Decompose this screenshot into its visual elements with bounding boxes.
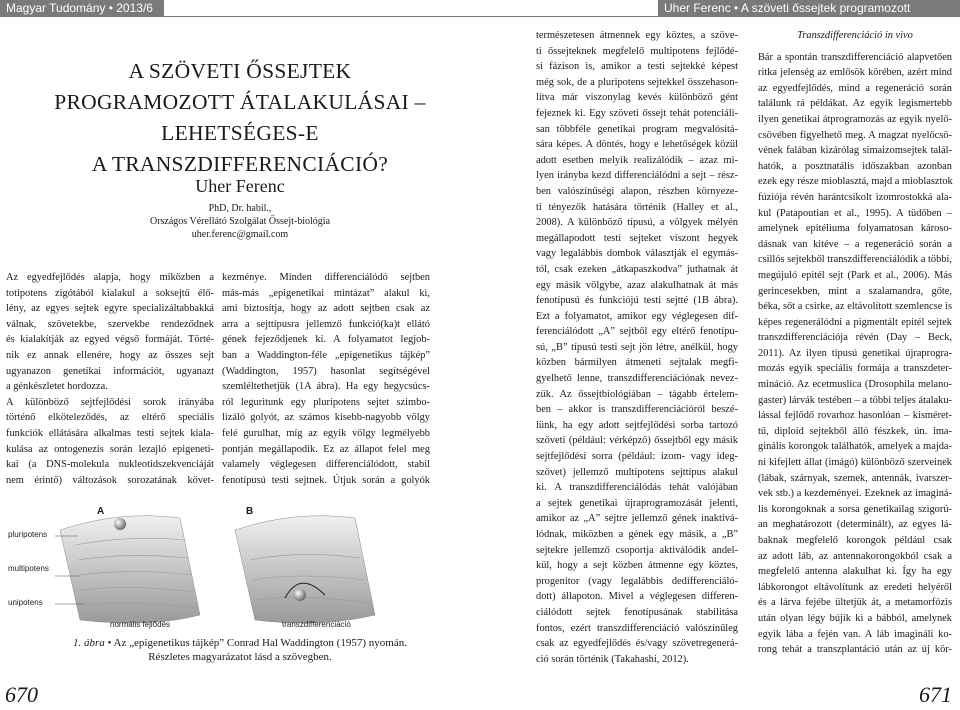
text-line: san többféle genetikai program megvalósítá- — [536, 123, 738, 135]
text-line: gerincesekben, mint a szalamandra, gőte, — [758, 285, 952, 297]
text-line: nik ez annak ellenére, hogy az összes sejt — [6, 349, 214, 361]
text-line: sejtekre jellemző csoportja aktiválódik andel- — [536, 544, 738, 556]
text-line: tól, csak ezeken „átkapaszkodva” juthatnak át — [536, 263, 738, 275]
text-line: felé gurulhat, míg az egyik völgy legmélyebb — [222, 427, 430, 439]
title-line: A SZÖVETI ŐSSEJTEK — [128, 59, 352, 83]
label-normal-development: normális fejlődés — [110, 620, 171, 629]
figure-1 — [0, 500, 480, 635]
text-line: ezek egy része mioblasztá, majd a mioblasztok — [758, 176, 953, 188]
text-line: még sok, de a pluripotens sejtekkel összehason- — [536, 76, 738, 88]
text-line: dott) állapoton. Mivel a véglegesen differen- — [536, 591, 738, 603]
text-line: ginális korongok találhatók, amelyek a majda- — [758, 441, 952, 453]
text-line: ról leguritunk egy pluripotens sejtet szimbo- — [222, 396, 430, 408]
text-line: csillós sejtekből transzdifferenciálódik a többi, — [758, 254, 953, 266]
text-line: egy másik völgybe, azaz alakulhatnak át más — [536, 279, 738, 291]
text-line: amikor az „A” sejtre jellemző gének inaktivá- — [536, 513, 738, 525]
text-line: vének falában kizárólag simaizomsejtek talál- — [758, 145, 952, 157]
affiliation-line: Országos Vérellátó Szolgálat Őssejt-biológia — [149, 216, 331, 227]
text-line: gyelhető lenne, transzdifferenciációnak nevez- — [536, 373, 738, 385]
text-line: kül, hogy a sejt közben átmenne egy köztes, — [536, 560, 738, 572]
text-line: fenotípusú testi sejtnek. Útjuk során a golyók — [222, 474, 430, 486]
text-line: kai (a DNS-molekula nukleotidszekvenciáját — [6, 459, 214, 471]
text-line: lény, az egyes sejtek egyre specializáltabbakká — [6, 303, 214, 315]
text-line: közben bármilyen átmeneti sejtalak megfi- — [536, 357, 738, 369]
text-line: a sejtek genetikai újraprogramozását jelenti, — [536, 497, 738, 509]
section-heading: Transzdifferenciáció in vivo — [797, 30, 913, 41]
caption-figure-number: 1. ábra — [73, 637, 105, 649]
text-line: természetesen átmennek egy köztes, a szöve- — [536, 30, 738, 41]
text-line: fejeznek ki. Egy szöveti őssejt tehát potenciáli- — [536, 107, 738, 119]
email: uher.ferenc@gmail.com — [191, 229, 289, 240]
text-line: fúziója révén harántcsíkolt izomrostokká ala- — [758, 191, 952, 203]
text-line: találunk rá példákat. Az egyik legismertebb — [758, 98, 952, 110]
text-line: után olyan légy bújik ki a bábból, amelynek — [758, 612, 952, 624]
text-line: ti őssejteknek megfelelő multipotens fejlődé- — [536, 45, 738, 57]
text-column-2 — [222, 270, 430, 488]
text-line: lis korongoknak a sorsa genetikailag szigorú- — [758, 503, 952, 515]
text-column-2 — [758, 28, 952, 658]
text-line: an meghatározott (determinált), az egyes lá- — [758, 519, 952, 531]
landscape-a — [60, 516, 200, 623]
text-line: zük. Az őssejtbiológiában – tágabb értelem- — [536, 388, 738, 400]
text-line: történő elköteleződés, az eltérő speciális — [6, 412, 214, 424]
text-line: 2011). Az ilyen típusú genetikai újraprogra- — [758, 347, 952, 359]
text-line: lódnak, miközben a gének egy másik, a „B” — [536, 529, 738, 540]
text-line: ami biztosítja, hogy az adott sejtben csak az — [222, 303, 430, 315]
text-line: béka, sőt a csirke, az eltávolított szemlencse is — [758, 301, 952, 313]
text-line: arra a sejttípusra jellemző funkció(ka)t ellátó — [222, 318, 430, 330]
caption-line-1 — [0, 636, 480, 650]
title-line: A TRANSZDIFFERENCIÁCIÓ? — [91, 152, 389, 176]
text-line: nem érintő) változások sorozatának követ- — [6, 474, 214, 486]
text-line: lábkorongot eltávolítunk az eredeti helyéről — [758, 581, 952, 593]
page-number: 671 — [919, 682, 952, 707]
text-line: (Waddington, 1957) hasonlat segítségével — [222, 365, 430, 377]
text-line: mináció. Az ecetmuslica (Drosophila melano- — [758, 379, 952, 391]
text-line: progenitor (vagy legalábbis dedifferenciáló- — [536, 575, 738, 587]
text-line: sára képes. A döntés, hogy e lehetőségek közül — [536, 139, 738, 151]
panel-b-label: B — [246, 506, 254, 517]
ball-a — [114, 518, 126, 530]
author-name: Uher Ferenc — [195, 176, 285, 196]
text-line: (lábak, szárnyak, szemek, antennák, ivarszer- — [758, 472, 952, 484]
page-number: 670 — [5, 682, 38, 707]
text-line: lással fejlődő rovarhoz hasonlóan – kisméret- — [758, 410, 952, 422]
text-line: ti tényezők hatására történik (Halley et al., — [536, 201, 738, 213]
caption-line-2: Részletes magyarázatot lásd a szövegben. — [148, 651, 332, 663]
caption-text: • Az „epigenetikus tájkép” Conrad Hal Waddington (1957) nyomán. — [104, 637, 407, 649]
text-line: si fázison is, amikor a testi sejtekké képest — [536, 61, 738, 73]
title-line: PROGRAMOZOTT ÁTALAKULÁSAI – — [54, 90, 426, 114]
text-line: csak az egyedfejlődés és/vagy szövetregenerá- — [536, 638, 738, 650]
text-line: az adott láb, az antennakorongokból csak a — [758, 550, 952, 562]
section-body — [758, 50, 952, 658]
text-line: hatók, a posztnatális időszakban azonban — [758, 160, 952, 172]
text-line: válnak, szövetekbe, szervekbe rendeződnek — [6, 318, 214, 330]
figure-caption — [0, 636, 480, 664]
title-line: LEHETSÉGES-E — [161, 121, 319, 145]
text-line: vek stb.) a kezdeményei. Ezeknek az imaginá- — [758, 488, 952, 500]
text-line: pontján megállapodik. Ez az állapot felel meg — [222, 443, 430, 455]
text-line: megújuló epitél sejt (Park et al., 2006). Más — [758, 269, 952, 281]
label-transdifferentiation: transzdifferenciáció — [282, 620, 351, 629]
text-line: fenotípusú és funkciójú testi sejtté (1B ábra). — [536, 295, 738, 307]
text-line: lizáló golyót, az számos kisebb-nagyobb völgy — [222, 412, 430, 424]
text-line: valamely véglegesen differenciálódott, stabil — [222, 459, 430, 471]
text-line: megfelelő antenna alakulhat ki. Így ha egy — [758, 566, 952, 578]
text-line: képes regenerálódni a pigmentált epitél sejtek — [758, 316, 952, 328]
text-line: ferenciálódott „A” sejtből egy eltérő fenotípu- — [536, 326, 738, 338]
panel-a-label: A — [97, 506, 105, 517]
text-line: egyik lába a fején van. A láb imagináli ko- — [758, 628, 952, 640]
text-line: ki. A transzdifferenciálódás tehát valójában — [536, 482, 738, 494]
article-title — [0, 56, 480, 180]
text-line: ritka jelenség az emlősök körében, azért mind — [758, 67, 952, 79]
text-line: sejtfejlődési sorra (például: izom- vagy ideg- — [536, 451, 738, 463]
text-line: sú, „B” típusú testi sejt jön létre, anélkül, hogy — [536, 341, 738, 353]
text-line: Az egyedfejlődés alapja, hogy miközben a — [6, 272, 214, 283]
text-line: dásnak van kitéve – a regeneráció során a — [758, 238, 952, 250]
header-rule — [0, 16, 480, 17]
text-line: kulása az ontogenezis során lezajló epigeneti- — [6, 443, 214, 455]
text-line: transzdifferenciációja révén (Day – Beck, — [758, 332, 952, 344]
text-line: szöveti (például: vérképző) őssejtből egy másik — [536, 435, 738, 447]
text-line: 2008). A különböző típusú, a völgyek mélyén — [536, 217, 738, 229]
text-line: baknak megfelelő korongok például csak — [758, 535, 952, 546]
waddington-landscape-figure — [0, 500, 480, 635]
text-line: rong tehát a transzplantáció után az új kör- — [758, 644, 952, 656]
text-line: lünk, ha egy adott sejtfejlődési sorba tartozó — [536, 419, 738, 431]
text-line: Bár a spontán transzdifferenciáció alapvetően — [758, 51, 952, 63]
running-header: Magyar Tudomány • 2013/6 — [0, 0, 164, 17]
text-line: szövet) jellemző multipotens sejttípus alakul — [536, 466, 738, 478]
text-column-1 — [536, 28, 738, 667]
text-line: és a lárva fejébe ültetjük át, a metamorfózis — [758, 597, 952, 609]
text-column-1 — [6, 270, 214, 488]
text-line: amelynek epitéliuma folyamatosan károso- — [758, 223, 952, 235]
text-line: funkciók ellátására alkalmas testi sejtek kiala- — [6, 427, 214, 439]
header-rule — [480, 16, 960, 17]
text-line: ban a Waddington-féle „epigenetikus tájkép” — [222, 349, 430, 361]
running-header: Uher Ferenc • A szöveti őssejtek programozott átalakulásai… — [658, 0, 960, 17]
text-line: A különböző sejtfejlődési sorok irányába — [6, 396, 214, 408]
right-page — [480, 0, 960, 710]
text-line: kul (Patapoutian et al., 1995). A tüdőben – — [758, 207, 952, 219]
affiliation-line: PhD, Dr. habil., — [208, 203, 272, 214]
text-line: fontos, ezért transzdifferenciáció valószínűleg — [536, 622, 738, 634]
text-line: ció során történik (Takahashi, 2012). — [536, 653, 689, 665]
text-line: ilyen genetikai átprogramozás az egyik nyelő- — [758, 113, 952, 125]
text-line: adott esetben melyik realizálódik – azaz mi- — [536, 154, 738, 166]
text-line: lyen irányba kezd differenciálódni a sejt – rész- — [536, 170, 738, 182]
text-line: ben – akkor is transzdifferenciációról beszé- — [536, 404, 738, 416]
text-line: tű, diploid sejtekből álló fészkek, ún. ima- — [758, 425, 952, 437]
text-line: csövében figyelhető meg. A magzat nyelőcsö- — [758, 129, 952, 141]
text-line: a génkészletet hordozza. — [6, 381, 108, 393]
label-multipotens: multipotens — [8, 564, 49, 573]
ball-b — [294, 589, 306, 601]
label-unipotens: unipotens — [8, 598, 43, 607]
text-line: mozás egyik speciális formája a transzdeter- — [758, 363, 952, 375]
text-line: kezménye. Minden differenciálódó sejtben — [222, 272, 430, 283]
text-line: totipotens zigótából kialakul a soksejtű élő- — [6, 287, 214, 299]
text-line: ni kifejlett állat (imágó) különböző szerveinek — [758, 457, 952, 469]
text-line: ben valószínűségi alapon, részben környeze- — [536, 185, 738, 197]
text-line: és kialakítják az egyed végső formáját. Törté- — [6, 334, 214, 346]
text-line: Ezt a folyamatot, amikor egy véglegesen dif- — [536, 310, 738, 322]
landscape-b — [235, 516, 375, 623]
label-pluripotens: pluripotens — [8, 530, 48, 539]
text-line: ugyanazon genetikai információt, ugyanazt — [6, 365, 214, 377]
text-line: vagy legalábbis dombok választják el egymás- — [536, 248, 738, 260]
text-line: szemléltethetjük (1A ábra). Ha egy hegycsúcs- — [222, 381, 430, 393]
text-line: gének fejeződjenek ki. A folyamatot legjob- — [222, 334, 430, 346]
text-line: lítva már viszonylag kevés különböző gént — [536, 92, 738, 104]
text-line: más-más „epigenetikai mintázat” alakul ki, — [222, 287, 430, 299]
text-line: ciálódott sejtek fenotípusának stabilitása — [536, 606, 738, 618]
affiliation — [0, 202, 480, 241]
text-line: gaster) lárvák testében – a többi teljes átalaku- — [758, 394, 952, 406]
text-line: az egyedfejlődés, mind a regeneráció során — [758, 82, 952, 94]
text-line: megállapodott testi sejteket viszont hegyek — [536, 232, 738, 244]
